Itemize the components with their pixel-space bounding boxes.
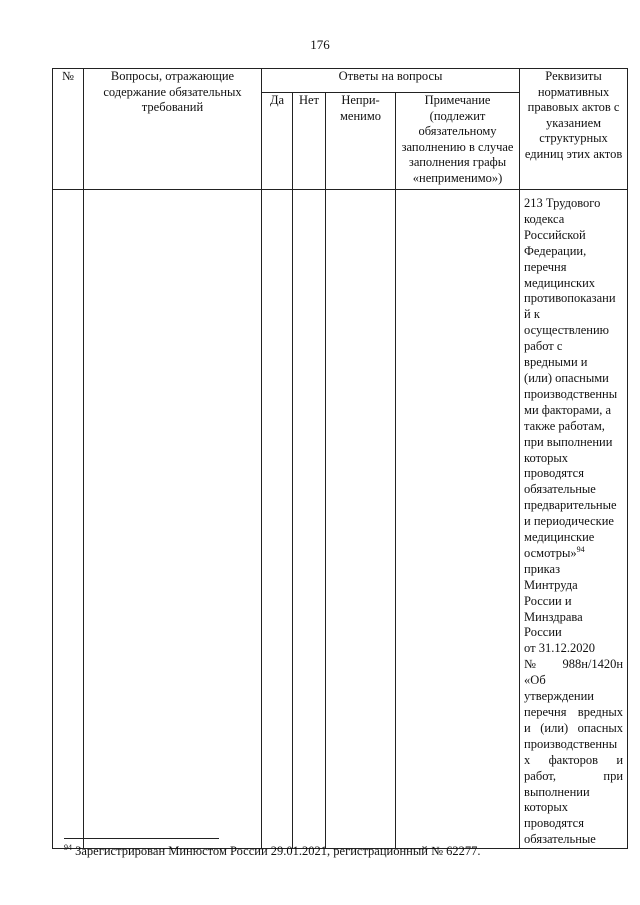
requisites-line: при выполнении [524,434,613,449]
header-not-applicable: Непри-менимо [326,93,396,190]
requisites-line: медицинские [524,530,595,545]
requisites-line: проводятся [524,816,584,831]
page-number: 176 [310,37,330,52]
requisites-line: производственны [524,386,618,401]
requisites-line: Минтруда [524,577,578,592]
requisites-line: предварительные [524,498,617,513]
cell-requisites [520,190,628,849]
requisites-block-1 [524,196,623,546]
footnote [64,843,481,859]
requisites-line: перечня [524,259,567,274]
requisites-line: медицинских [524,275,596,290]
requisites-block-2 [524,546,623,562]
footnote-text: Зарегистрирован Минюстом России 29.01.2021, регистрационный № 62277. [75,844,481,859]
header-note: Примечание (подлежит обязательному заполнению в случае заполнения графы «неприменимо») [396,93,520,190]
requisites-line: от 31.12.2020 [524,641,595,656]
table-row [53,190,628,849]
requisites-line: обязательные [524,832,596,847]
requisites-line: и периодические [524,514,614,529]
footnote-divider [64,838,219,839]
requisites-line: кодекса [524,211,565,226]
requisites-line: утверждении [524,689,594,704]
requisites-line: Минздрава [524,609,583,624]
header-questions: Вопросы, отражающие содержание обязательных требований [84,69,262,190]
header-row-1 [53,69,628,93]
requisites-line: й к [524,307,540,322]
footnote-ref: 94 [576,544,585,554]
requisites-line: России и [524,593,572,608]
requisites-line: (или) опасными [524,370,609,385]
cell-yes [262,190,293,849]
header-no: Нет [293,93,326,190]
requisites-line: приказ [524,561,561,576]
requisites-line: Российской [524,227,586,242]
header-yes: Да [262,93,293,190]
requisites-line: осмотры» [524,545,577,560]
footnote-number: 94 [64,843,72,852]
requisites-line: х факторов и [524,752,624,767]
requisites-line: производственны [524,736,618,751]
requisites-text [520,190,627,848]
requisites-line: вредными и [524,355,588,370]
requisites-line: России [524,625,562,640]
cell-no [293,190,326,849]
requisites-line: противопоказани [524,291,616,306]
requisites-line: обязательные [524,482,596,497]
requisites-line: осуществлению [524,323,609,338]
cell-note [396,190,520,849]
cell-not-applicable [326,190,396,849]
requisites-line: выполнении [524,784,590,799]
checklist-table [52,68,628,849]
requisites-line: также работам, [524,418,605,433]
requisites-line: 213 Трудового [524,196,601,210]
cell-question [84,190,262,849]
requisites-block-4 [524,657,623,848]
requisites-line: Федерации, [524,243,587,258]
requisites-line: и (или) опасных [524,720,624,735]
requisites-line: которых [524,800,569,815]
requisites-line: ми факторами, а [524,402,612,417]
header-answers: Ответы на вопросы [262,69,520,93]
header-num: № [53,69,84,190]
requisites-block-3 [524,562,623,657]
cell-num [53,190,84,849]
requisites-line: работ с [524,339,563,354]
requisites-line: перечня вредных [524,705,624,719]
requisites-line: которых [524,450,569,465]
header-requisites: Реквизиты нормативных правовых актов с указанием структурных единиц этих актов [520,69,628,190]
requisites-line: проводятся [524,466,584,481]
requisites-line: № 988н/1420н [524,657,624,672]
requisites-line: «Об [524,673,546,688]
requisites-line: работ, при [524,768,624,783]
